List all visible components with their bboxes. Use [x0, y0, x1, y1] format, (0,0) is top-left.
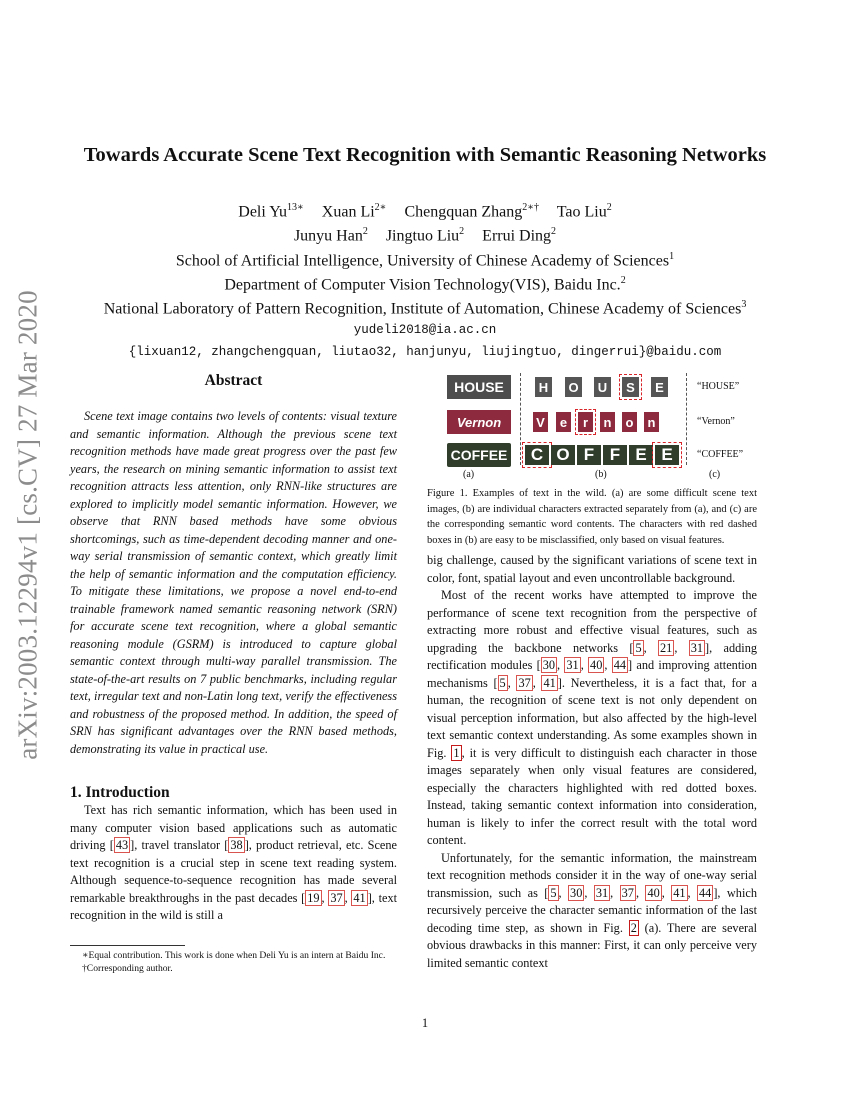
character-crop: O	[565, 377, 582, 397]
arxiv-stamp	[8, 290, 48, 760]
semantic-word-label: “HOUSE”	[697, 381, 740, 392]
citation-link[interactable]: 43	[115, 838, 129, 852]
character-crop: e	[556, 412, 571, 432]
ambiguous-character-box	[652, 442, 682, 468]
ambiguous-character-box	[619, 374, 642, 400]
citation-link[interactable]: 41	[673, 885, 686, 900]
citation-link[interactable]: 40	[647, 885, 660, 900]
citation-link[interactable]: 31	[595, 885, 609, 900]
character-crop: n	[600, 412, 615, 432]
author-name: Errui Ding	[482, 227, 552, 245]
citation-link[interactable]: 5	[550, 885, 557, 900]
character-crop: S	[622, 377, 639, 397]
character-crop: E	[655, 445, 679, 465]
citation-link[interactable]: 40	[590, 658, 603, 672]
scene-text-image: HOUSE	[447, 375, 511, 399]
footnote-equal-contribution: ∗Equal contribution. This work is done when Deli Yu is an intern at Baidu Inc.	[82, 950, 386, 961]
author-name: Deli Yu	[238, 203, 287, 221]
author-sup: 2	[606, 202, 612, 213]
character-crop: H	[535, 377, 552, 397]
figure-1	[427, 370, 757, 482]
intro-paragraph-3: Unfortunately, for the semantic information, the mainstream text recognition methods consider it in the way of one-way serial transmission, such as [ 5 , 30 , 31 , 37 , 40 , 41 , 44 ], which recursively perceive the character semantic information of the last decoding time step, as shown in Fig. 2 (a). There are several obvious drawbacks in this manner: First, it can only perceive very limited semantic context	[427, 850, 757, 970]
footnotes	[70, 949, 397, 975]
author-name: Xuan Li	[321, 203, 375, 221]
author-name: Tao Liu	[556, 203, 607, 221]
citation-link[interactable]: 37	[518, 675, 531, 690]
citation-link[interactable]: 21	[660, 640, 673, 655]
paper-title: Towards Accurate Scene Text Recognition with Semantic Reasoning Networks	[83, 144, 767, 166]
citation-link[interactable]: 31	[690, 640, 704, 655]
figure-reference-link[interactable]: 1	[453, 745, 460, 760]
author-sup: 2	[459, 226, 465, 238]
ambiguous-character-box	[575, 409, 596, 435]
citation-link[interactable]: 38	[230, 838, 243, 852]
arxiv-id: arXiv:2003.12294v1 [cs.CV] 27 Mar 2020	[12, 290, 43, 760]
citation-link[interactable]: 19	[307, 890, 320, 905]
abstract-heading: Abstract	[204, 372, 263, 389]
citation-link[interactable]: 41	[353, 890, 366, 905]
section-heading-introduction: 1. Introduction	[70, 784, 170, 801]
citation-link[interactable]: 5	[499, 675, 506, 690]
character-crop: V	[533, 412, 548, 432]
citation-link[interactable]: 41	[543, 675, 556, 690]
author-sup: 2∗	[374, 202, 387, 213]
semantic-word-label: “Vernon”	[697, 416, 735, 427]
author-name: Chengquan Zhang	[404, 203, 523, 221]
character-crop: r	[578, 412, 593, 432]
author-block	[60, 198, 790, 362]
intro-paragraph-1: Text has rich semantic information, which has been used in many computer vision based applications such as automatic driving [ 43 ], travel translator [ 38 ], product retrieval, etc. Scene text recognition is a crucial step in scene text reading system. Although sequence-to-sequence recognition has made several remarkable breakthroughs in the past decades [ 19 , 37 , 41 ], text recognition in the wild is still a	[70, 803, 398, 922]
citation-link[interactable]: 31	[566, 658, 579, 672]
author-sup: 2	[551, 226, 557, 238]
scene-text-image: Vernon	[447, 410, 511, 434]
citation-link[interactable]: 44	[699, 885, 712, 900]
affiliation-3: National Laboratory of Pattern Recognition, Institute of Automation, Chinese Academy of Sciences$^3$	[103, 299, 747, 318]
figure-1-caption: Figure 1. Examples of text in the wild. (a) are some difficult scene text images, (b) are individual characters extracted separately from (a), and (c) are the corresponding semantic word contents. The characters with red dashed boxes in (b) are easy to be misclassified, only based on visual features.	[427, 488, 757, 546]
character-crop: o	[622, 412, 637, 432]
figure-sublabel-a: (a)	[463, 469, 475, 480]
character-crop: O	[551, 445, 575, 465]
right-column	[427, 370, 757, 972]
character-crop: E	[651, 377, 668, 397]
character-crop: C	[525, 445, 549, 465]
figure-divider	[520, 373, 521, 465]
character-crop: U	[594, 377, 611, 397]
figure-sublabel-b: (b)	[595, 469, 607, 480]
citation-link[interactable]: 37	[330, 890, 343, 905]
character-crop: E	[629, 445, 653, 465]
figure-sublabel-c: (c)	[709, 469, 721, 480]
citation-link[interactable]: 30	[542, 658, 556, 672]
left-column	[70, 372, 397, 925]
citation-link[interactable]: 30	[570, 885, 583, 900]
author-name: Junyu Han	[293, 227, 363, 245]
author-sup: 2	[362, 226, 368, 238]
author-line-2	[60, 222, 790, 246]
citation-link[interactable]: 37	[621, 885, 634, 900]
email-1: yudeli2018@ia.ac.cn	[353, 322, 497, 337]
citation-link[interactable]: 44	[613, 658, 626, 672]
intro-paragraph-2: Most of the recent works have attempted to improve the performance of scene text recognition from the perspective of extracting more robust and effective visual features, such as upgrading the backbone networks [ 5 , 21 , 31 ], adding rectification modules [ 30 , 31 , 40 , 44 ] and improving attention mechanisms [ 5 , 37 , 41 ]. Nevertheless, it is a fact that, for a human, the recognition of scene text is not only dependent on visual perception information, but also affected by the high-level text semantic context understanding. As some examples shown in Fig. 1 , it is very difficult to distinguish each character in those images separately when only visual features are considered, especially the characters highlighted with red dotted boxes. Instead, taking semantic context information into consideration, human is likely to infer the correct result with the total word content.	[427, 588, 757, 847]
author-sup: 2∗†	[522, 202, 540, 213]
citation-link[interactable]: 5	[635, 640, 642, 655]
author-line-1	[60, 198, 790, 222]
character-crop: F	[603, 445, 627, 465]
author-sup: 13∗	[287, 202, 304, 213]
email-2: {lixuan12, zhangchengquan, liutao32, hanjunyu, liujingtuo, dingerrui}@baidu.com	[128, 344, 722, 359]
affiliation-2: Department of Computer Vision Technology(VIS), Baidu Inc.$^2$	[224, 274, 626, 294]
footnote-corresponding-author: †Corresponding author.	[82, 963, 173, 974]
affiliation-1: School of Artificial Intelligence, University of Chinese Academy of Sciences$^1$	[175, 250, 675, 269]
abstract-text: Scene text image contains two levels of contents: visual texture and semantic information. Although the previous scene text recognition methods have made great progress over the past few years, the research on mining semantic information to assist text recognition attracts less attention, only RNN-like structures are explored to implicitly model semantic information. However, we observe that RNN based methods have some obvious shortcomings, such as time-dependent decoding manner and one-way serial transmission of semantic context, which greatly limit the help of semantic information and the computation efficiency. To mitigate these limitations, we propose a novel end-to-end trainable framework named semantic reasoning network (SRN) for accurate scene text recognition, where a global semantic reasoning module (GSRM) is introduced to capture global semantic context through multi-way parallel transmission. The state-of-the-art results on 7 public benchmarks, including regular text, irregular text and non-Latin long text, verify the effectiveness and robustness of the proposed method. In addition, the speed of SRN has significant advantages over the RNN based methods, demonstrating its value in practical use.	[70, 409, 397, 756]
footnote-rule	[70, 945, 185, 946]
semantic-word-label: “COFFEE”	[697, 449, 744, 460]
character-crop: F	[577, 445, 601, 465]
scene-text-image: COFFEE	[447, 443, 511, 467]
figure-divider	[686, 373, 687, 465]
author-name: Jingtuo Liu	[385, 227, 460, 245]
page-number: 1	[421, 1016, 429, 1030]
figure-reference-link[interactable]: 2	[630, 920, 637, 935]
ambiguous-character-box	[522, 442, 552, 468]
character-crop: n	[644, 412, 659, 432]
intro-paragraph-1-continued: big challenge, caused by the significant variations of scene text in color, font, spatial layout and even uncontrollable background.	[427, 553, 757, 585]
